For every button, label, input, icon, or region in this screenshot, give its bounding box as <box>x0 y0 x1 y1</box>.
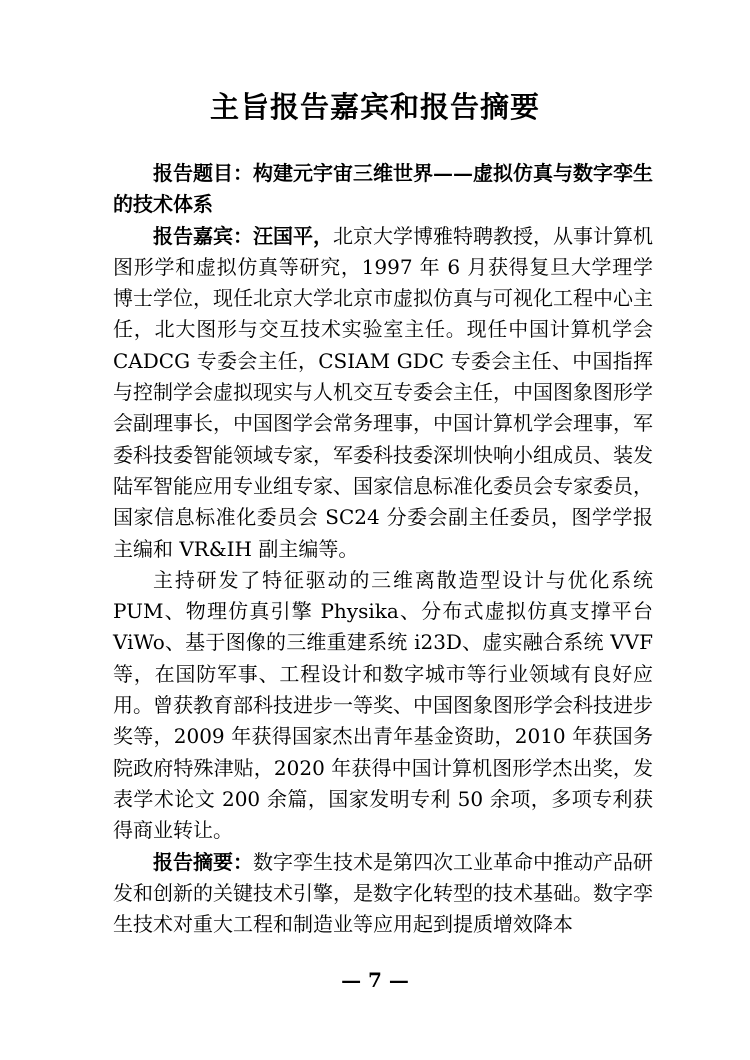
report-guest-paragraph <box>113 221 653 565</box>
report-topic-label: 报告题目： <box>153 161 253 185</box>
report-abstract-label: 报告摘要： <box>153 849 253 874</box>
report-topic-paragraph <box>113 158 653 221</box>
document-body <box>113 158 653 940</box>
page-title: 主旨报告嘉宾和报告摘要 <box>209 90 540 124</box>
report-abstract-paragraph <box>113 847 653 941</box>
guest-name: 汪国平， <box>253 223 333 248</box>
report-abstract-text: 数字孪生技术是第四次工业革命中推动产品研发和创新的关键技术引擎，是数字化转型的技术基础。数字孪生技术对重大工程和制造业等应用起到提质增效降本 <box>113 849 653 937</box>
report-topic-text: 构建元宇宙三维世界——虚拟仿真与数字孪生的技术体系 <box>113 161 653 217</box>
page-number: — 7 — <box>341 968 409 992</box>
guest-bio: 北京大学博雅特聘教授，从事计算机图形学和虚拟仿真等研究，1997 年 6 月获得复旦大学理学博士学位，现任北京大学北京市虚拟仿真与可视化工程中心主任，北大图形与交互技术实验室主任。现任中国计算机学会 CADCG 专委会主任，CSIAM GDC 专委会主任、中国指挥与控制学会虚拟现实与人机交互专委会主任，中国图象图形学会副理事长，中国图学会常务理事，中国计算机学会理事，军委科技委智能领域专家，军委科技委深圳快响小组成员、装发陆军智能应用专业组专家、国家信息标准化委员会专家委员，国家信息标准化委员会 SC24 分委会副主任委员，图学学报主编和 VR&IH 副主编等。 <box>113 223 653 561</box>
report-guest-label: 报告嘉宾： <box>153 223 253 248</box>
research-paragraph: 主持研发了特征驱动的三维离散造型设计与优化系统 PUM、物理仿真引擎 Physika、分布式虚拟仿真支撑平台 ViWo、基于图像的三维重建系统 i23D、虚实融合系统 VVF 等，在国防军事、工程设计和数字城市等行业领域有良好应用。曾获教育部科技进步一等奖、中国图象图形学会科技进步奖等，2009 年获得国家杰出青年基金资助，2010 年获国务院政府特殊津贴，2020 年获得中国计算机图形学杰出奖，发表学术论文 200 余篇，国家发明专利 50 余项，多项专利获得商业转让。 <box>113 567 653 843</box>
